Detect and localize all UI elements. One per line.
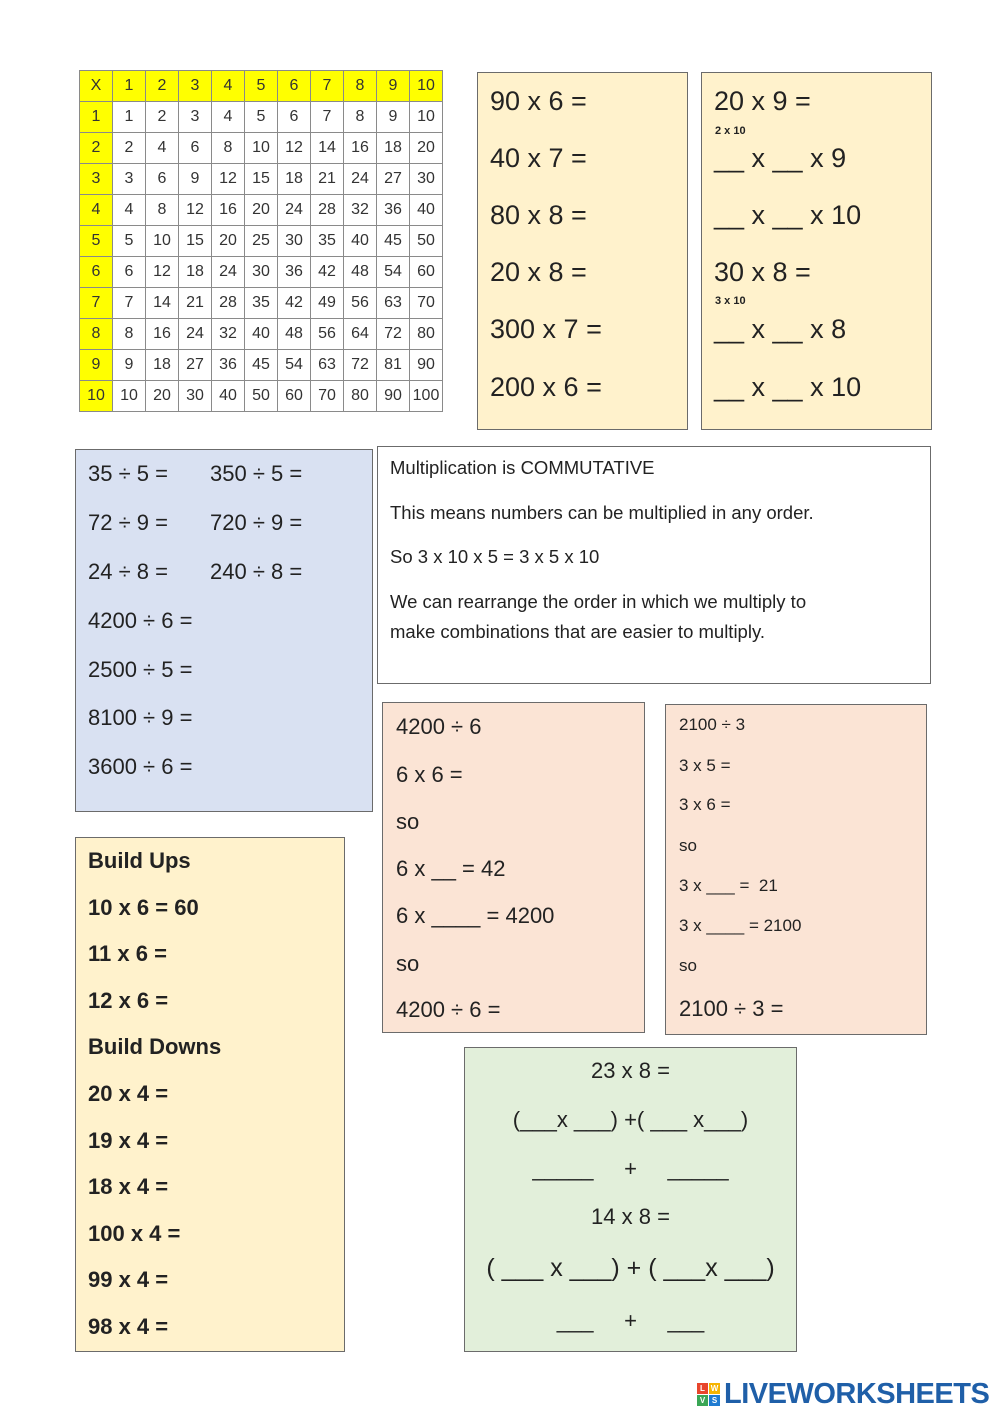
table-cell: 6 — [113, 257, 146, 288]
table-cell: 24 — [344, 164, 377, 195]
question: 30 x 8 = — [714, 257, 811, 287]
table-row — [80, 102, 443, 133]
table-row — [80, 288, 443, 319]
question: 11 x 6 = — [88, 941, 167, 966]
table-cell: 40 — [344, 226, 377, 257]
table-cell: 63 — [311, 350, 344, 381]
build-box — [75, 837, 345, 1352]
table-cell: 7 — [113, 288, 146, 319]
question: 720 ÷ 9 = — [210, 510, 303, 535]
table-header-cell: 3 — [179, 71, 212, 102]
question: 8100 ÷ 9 = — [88, 705, 193, 730]
table-row — [80, 133, 443, 164]
table-header-cell: 9 — [80, 350, 113, 381]
question: 40 x 7 = — [490, 143, 587, 173]
table-header-cell: 3 — [80, 164, 113, 195]
table-cell: 12 — [212, 164, 245, 195]
section-title: Build Downs — [88, 1034, 222, 1059]
table-cell: 15 — [179, 226, 212, 257]
table-header-cell: 6 — [80, 257, 113, 288]
logo-text: LIVEWORKSHEETS — [724, 1377, 990, 1410]
table-header-cell: 2 — [146, 71, 179, 102]
hint: 3 x 10 — [715, 295, 746, 307]
table-cell: 35 — [245, 288, 278, 319]
table-header-cell: 10 — [410, 71, 443, 102]
table-cell: 60 — [278, 381, 311, 412]
step: so — [679, 956, 697, 975]
table-cell: 32 — [344, 195, 377, 226]
table-cell: 28 — [311, 195, 344, 226]
table-header-cell: 10 — [80, 381, 113, 412]
table-header-cell: X — [80, 71, 113, 102]
question: 19 x 4 = — [88, 1128, 169, 1153]
step: 2100 ÷ 3 = — [679, 996, 784, 1021]
table-cell: 42 — [311, 257, 344, 288]
step: 6 x 6 = — [396, 762, 463, 787]
logo-mark-tile: W — [710, 1383, 719, 1393]
table-cell: 63 — [377, 288, 410, 319]
table-cell: 90 — [377, 381, 410, 412]
table-cell: 80 — [410, 319, 443, 350]
table-cell: 36 — [278, 257, 311, 288]
table-cell: 48 — [344, 257, 377, 288]
table-cell: 54 — [377, 257, 410, 288]
table-row — [80, 164, 443, 195]
table-cell: 14 — [146, 288, 179, 319]
question: 99 x 4 = — [88, 1267, 169, 1292]
table-cell: 45 — [245, 350, 278, 381]
table-cell: 16 — [212, 195, 245, 226]
table-header-cell: 6 — [278, 71, 311, 102]
table-cell: 48 — [278, 319, 311, 350]
table-cell: 42 — [278, 288, 311, 319]
table-cell: 10 — [146, 226, 179, 257]
table-cell: 49 — [311, 288, 344, 319]
step: __ x __ x 10 — [714, 372, 862, 402]
factor-multiplication-box — [701, 72, 932, 430]
table-row — [80, 350, 443, 381]
table-cell: 18 — [179, 257, 212, 288]
question: 3600 ÷ 6 = — [88, 754, 193, 779]
table-cell: 10 — [410, 102, 443, 133]
table-header-cell: 1 — [113, 71, 146, 102]
table-cell: 21 — [311, 164, 344, 195]
table-cell: 8 — [113, 319, 146, 350]
table-cell: 8 — [146, 195, 179, 226]
table-header-cell: 7 — [80, 288, 113, 319]
table-cell: 72 — [344, 350, 377, 381]
liveworksheets-logo — [697, 1378, 989, 1410]
commutative-box — [377, 446, 931, 684]
table-cell: 6 — [146, 164, 179, 195]
step: 6 x ____ = 4200 — [396, 903, 555, 928]
explanation: We can rearrange the order in which we multiply to — [390, 591, 807, 612]
table-cell: 35 — [311, 226, 344, 257]
table-header-cell: 5 — [245, 71, 278, 102]
division-steps-box-1 — [382, 702, 645, 1033]
hint: 2 x 10 — [715, 125, 746, 137]
question: 20 x 9 = — [714, 86, 811, 116]
question: 23 x 8 = — [591, 1058, 670, 1083]
table-cell: 30 — [410, 164, 443, 195]
table-cell: 4 — [113, 195, 146, 226]
question: 14 x 8 = — [591, 1204, 670, 1229]
question: 80 x 8 = — [490, 200, 587, 230]
table-cell: 25 — [245, 226, 278, 257]
table-cell: 32 — [212, 319, 245, 350]
table-cell: 70 — [410, 288, 443, 319]
table-cell: 1 — [113, 102, 146, 133]
table-cell: 20 — [410, 133, 443, 164]
table-cell: 30 — [245, 257, 278, 288]
table-cell: 60 — [410, 257, 443, 288]
table-cell: 24 — [212, 257, 245, 288]
step: 6 x __ = 42 — [396, 856, 506, 881]
table-cell: 24 — [179, 319, 212, 350]
table-cell: 9 — [179, 164, 212, 195]
table-cell: 16 — [146, 319, 179, 350]
partition-box — [464, 1047, 797, 1352]
table-cell: 10 — [245, 133, 278, 164]
question: 240 ÷ 8 = — [210, 559, 303, 584]
step: so — [396, 809, 420, 834]
table-cell: 9 — [377, 102, 410, 133]
table-cell: 80 — [344, 381, 377, 412]
table-cell: 27 — [377, 164, 410, 195]
table-cell: 50 — [245, 381, 278, 412]
logo-mark-tile: L — [697, 1383, 708, 1394]
step: 3 x ____ = 2100 — [679, 916, 802, 935]
table-cell: 45 — [377, 226, 410, 257]
table-header-cell: 4 — [212, 71, 245, 102]
division-steps-box-2 — [665, 704, 927, 1035]
table-header-cell: 8 — [80, 319, 113, 350]
step: 2100 ÷ 3 — [679, 715, 746, 734]
table-cell: 56 — [344, 288, 377, 319]
table-cell: 12 — [179, 195, 212, 226]
table-header-cell: 1 — [80, 102, 113, 133]
table-cell: 8 — [212, 133, 245, 164]
sum-step: _____ + _____ — [532, 1156, 729, 1181]
table-cell: 72 — [377, 319, 410, 350]
table-cell: 21 — [179, 288, 212, 319]
table-header-cell: 5 — [80, 226, 113, 257]
step: __ x __ x 10 — [714, 200, 862, 230]
times-table — [79, 70, 443, 412]
table-cell: 3 — [113, 164, 146, 195]
question: 35 ÷ 5 = — [88, 461, 168, 486]
table-header-cell: 2 — [80, 133, 113, 164]
table-cell: 70 — [311, 381, 344, 412]
table-cell: 27 — [179, 350, 212, 381]
table-cell: 30 — [179, 381, 212, 412]
table-cell: 90 — [410, 350, 443, 381]
question: 72 ÷ 9 = — [88, 510, 168, 535]
step: so — [396, 951, 420, 976]
explanation: make combinations that are easier to multiply. — [390, 621, 765, 642]
table-cell: 12 — [278, 133, 311, 164]
question: 90 x 6 = — [490, 86, 587, 116]
table-cell: 20 — [245, 195, 278, 226]
table-cell: 5 — [113, 226, 146, 257]
table-cell: 15 — [245, 164, 278, 195]
table-cell: 9 — [113, 350, 146, 381]
table-cell: 6 — [179, 133, 212, 164]
step: 3 x 5 = — [679, 756, 731, 775]
table-cell: 8 — [344, 102, 377, 133]
question: 20 x 8 = — [490, 257, 587, 287]
question: 20 x 4 = — [88, 1081, 169, 1106]
table-cell: 5 — [245, 102, 278, 133]
table-header-cell: 8 — [344, 71, 377, 102]
table-cell: 20 — [146, 381, 179, 412]
table-row — [80, 195, 443, 226]
table-cell: 4 — [212, 102, 245, 133]
step: 3 x 6 = — [679, 795, 731, 814]
table-cell: 36 — [377, 195, 410, 226]
table-cell: 2 — [113, 133, 146, 164]
table-cell: 14 — [311, 133, 344, 164]
table-cell: 7 — [311, 102, 344, 133]
step: 4200 ÷ 6 = — [396, 997, 501, 1022]
table-cell: 3 — [179, 102, 212, 133]
table-cell: 64 — [344, 319, 377, 350]
question: 4200 ÷ 6 = — [88, 608, 193, 633]
table-header-cell: 7 — [311, 71, 344, 102]
table-row — [80, 319, 443, 350]
logo-mark-tile: S — [709, 1395, 720, 1406]
logo-mark-icon — [697, 1383, 720, 1406]
question: 18 x 4 = — [88, 1174, 169, 1199]
table-cell: 2 — [146, 102, 179, 133]
step: 3 x ___ = 21 — [679, 876, 778, 895]
multiplication-box — [477, 72, 688, 430]
box-title: Multiplication is COMMUTATIVE — [390, 457, 655, 478]
table-row — [80, 381, 443, 412]
table-cell: 18 — [146, 350, 179, 381]
question: 98 x 4 = — [88, 1314, 169, 1339]
step: __ x __ x 8 — [714, 314, 847, 344]
question: 24 ÷ 8 = — [88, 559, 168, 584]
table-header-cell: 9 — [377, 71, 410, 102]
table-cell: 40 — [245, 319, 278, 350]
table-cell: 18 — [377, 133, 410, 164]
table-cell: 40 — [410, 195, 443, 226]
explanation: This means numbers can be multiplied in any order. — [390, 502, 814, 523]
table-cell: 10 — [113, 381, 146, 412]
section-title: Build Ups — [88, 848, 191, 873]
table-cell: 50 — [410, 226, 443, 257]
question: 12 x 6 = — [88, 988, 169, 1013]
step: __ x __ x 9 — [714, 143, 847, 173]
question: 200 x 6 = — [490, 372, 602, 402]
division-box — [75, 449, 373, 812]
table-cell: 36 — [212, 350, 245, 381]
sum-step: ___ + ___ — [556, 1308, 705, 1333]
question: 300 x 7 = — [490, 314, 602, 344]
table-cell: 81 — [377, 350, 410, 381]
table-cell: 6 — [278, 102, 311, 133]
table-cell: 40 — [212, 381, 245, 412]
step: 4200 ÷ 6 — [396, 714, 482, 739]
table-cell: 12 — [146, 257, 179, 288]
example: So 3 x 10 x 5 = 3 x 5 x 10 — [390, 546, 600, 567]
table-cell: 100 — [410, 381, 443, 412]
table-cell: 28 — [212, 288, 245, 319]
table-cell: 54 — [278, 350, 311, 381]
step: so — [679, 836, 697, 855]
question: 100 x 4 = — [88, 1221, 181, 1246]
table-cell: 30 — [278, 226, 311, 257]
table-cell: 20 — [212, 226, 245, 257]
table-cell: 16 — [344, 133, 377, 164]
question: 2500 ÷ 5 = — [88, 657, 193, 682]
table-cell: 24 — [278, 195, 311, 226]
question: 350 ÷ 5 = — [210, 461, 303, 486]
question: 10 x 6 = 60 — [88, 895, 199, 920]
table-cell: 18 — [278, 164, 311, 195]
table-row — [80, 71, 443, 102]
table-cell: 4 — [146, 133, 179, 164]
table-row — [80, 257, 443, 288]
table-cell: 56 — [311, 319, 344, 350]
logo-mark-tile: V — [697, 1395, 708, 1406]
partition-step: (___x ___) +( ___ x___) — [512, 1107, 749, 1132]
table-row — [80, 226, 443, 257]
table-header-cell: 4 — [80, 195, 113, 226]
partition-step: ( ___ x ___) + ( ___x ___) — [486, 1254, 775, 1282]
